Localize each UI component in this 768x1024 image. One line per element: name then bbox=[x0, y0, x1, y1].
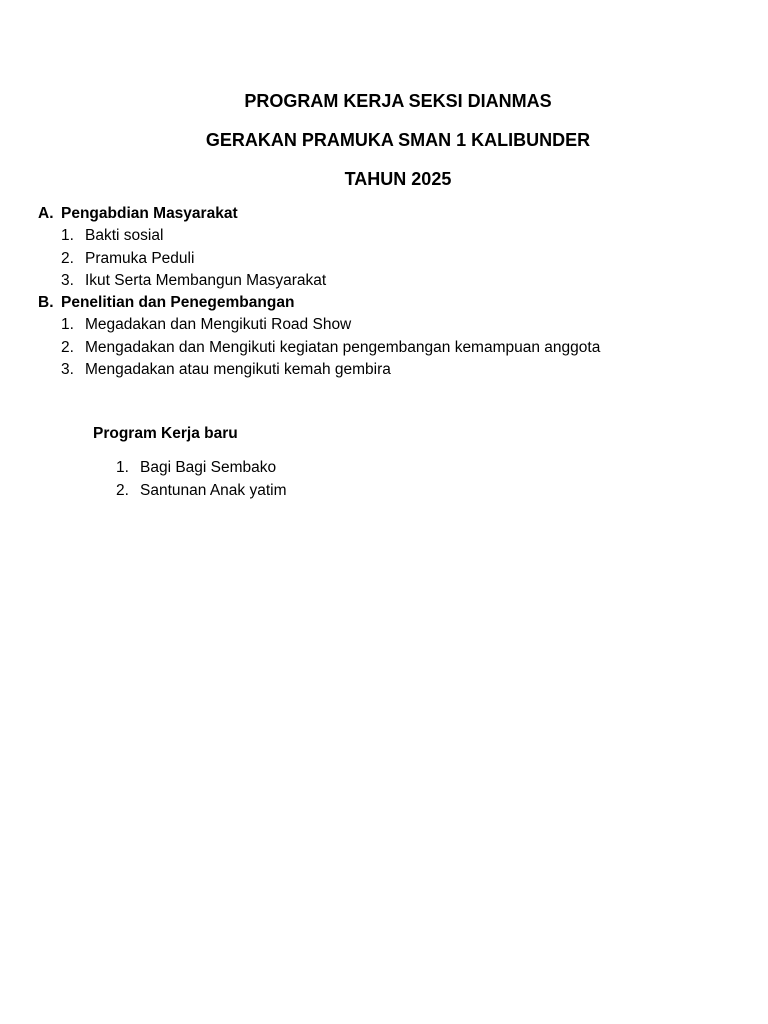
list-item-number: 1. bbox=[61, 227, 74, 244]
document-title-line-2: GERAKAN PRAMUKA SMAN 1 KALIBUNDER bbox=[205, 130, 591, 150]
list-item bbox=[38, 248, 326, 271]
section-b-title: Penelitian dan Penegembangan bbox=[61, 294, 295, 311]
list-item-number: 1. bbox=[61, 316, 74, 333]
section-a-letter: A. bbox=[38, 205, 54, 222]
section-b-letter: B. bbox=[38, 294, 54, 311]
list-item-number: 3. bbox=[61, 272, 74, 289]
list-item-number: 2. bbox=[116, 482, 129, 499]
section-a bbox=[38, 203, 326, 293]
list-item-text: Mengadakan dan Mengikuti kegiatan pengembangan kemampuan anggota bbox=[85, 338, 601, 356]
list-item bbox=[116, 479, 287, 502]
list-item-number: 2. bbox=[61, 338, 74, 356]
document-title-line-1: PROGRAM KERJA SEKSI DIANMAS bbox=[244, 91, 552, 111]
list-item-text: Bagi Bagi Sembako bbox=[140, 459, 277, 476]
list-item-number: 1. bbox=[116, 459, 129, 476]
new-program-heading: Program Kerja baru bbox=[93, 425, 238, 442]
list-item bbox=[38, 359, 600, 382]
list-item bbox=[38, 314, 600, 337]
section-a-title: Pengabdian Masyarakat bbox=[61, 205, 238, 222]
section-a-heading bbox=[38, 203, 326, 225]
list-item-text: Bakti sosial bbox=[85, 227, 164, 244]
list-item-number: 2. bbox=[61, 249, 74, 267]
list-item bbox=[38, 337, 600, 360]
list-item-text: Pramuka Peduli bbox=[85, 249, 195, 267]
list-item-number: 3. bbox=[61, 361, 74, 378]
list-item-text: Mengadakan atau mengikuti kemah gembira bbox=[85, 361, 391, 378]
list-item bbox=[116, 456, 287, 479]
section-b bbox=[38, 292, 600, 382]
list-item bbox=[38, 225, 326, 248]
document-title-line-3: TAHUN 2025 bbox=[344, 169, 452, 189]
list-item-text: Ikut Serta Membangun Masyarakat bbox=[85, 272, 327, 289]
list-item bbox=[38, 270, 326, 293]
list-item-text: Megadakan dan Mengikuti Road Show bbox=[85, 316, 352, 333]
list-item-text: Santunan Anak yatim bbox=[140, 482, 287, 499]
section-b-heading bbox=[38, 292, 600, 314]
new-program-list bbox=[116, 456, 287, 502]
